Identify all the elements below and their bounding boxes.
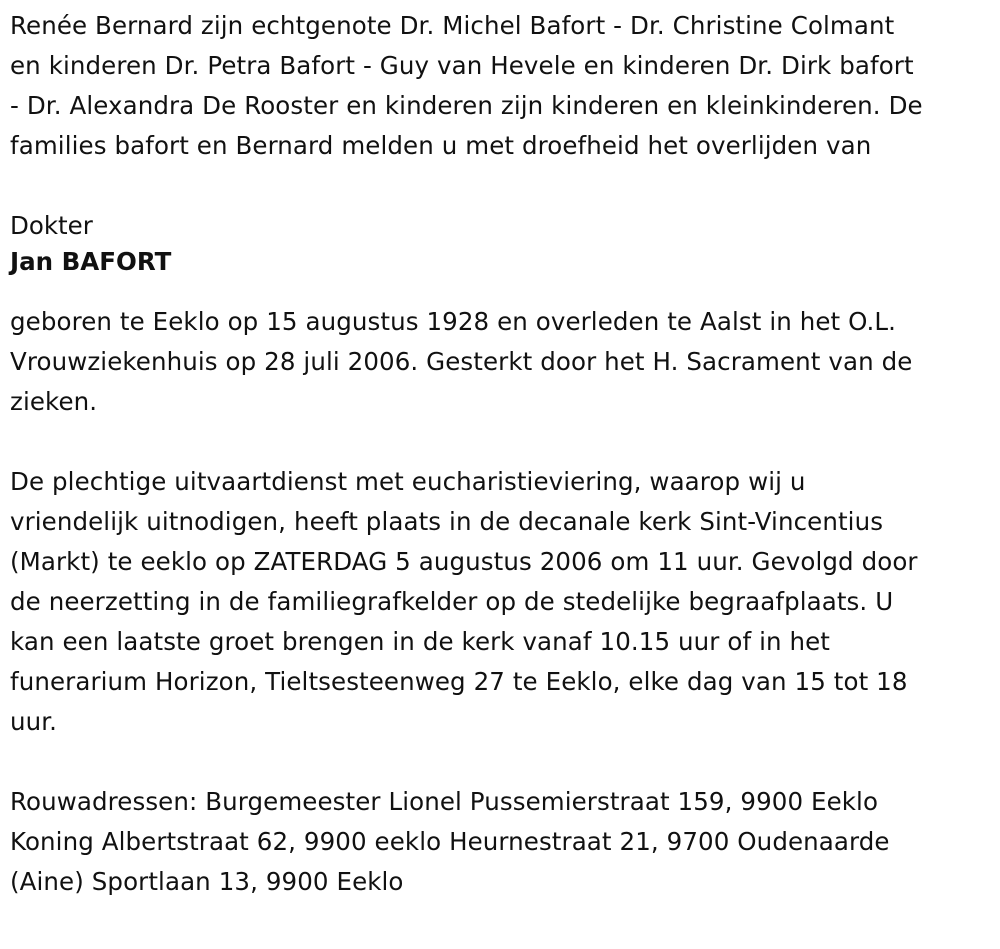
funeral-line: de neerzetting in de familiegrafkelder op de stedelijke begraafplaats. U [10, 587, 894, 616]
addresses-paragraph [10, 782, 995, 902]
blank-line [10, 166, 995, 206]
intro-line: - Dr. Alexandra De Rooster en kinderen zijn kinderen en kleinkinderen. De [10, 91, 923, 120]
address-line: (Aine) Sportlaan 13, 9900 Eeklo [10, 867, 404, 896]
birth-death-line: geboren te Eeklo op 15 augustus 1928 en overleden te Aalst in het O.L. [10, 307, 897, 336]
funeral-line: (Markt) te eeklo op ZATERDAG 5 augustus 2006 om 11 uur. Gevolgd door [10, 547, 918, 576]
blank-line [10, 742, 995, 782]
deceased-title: Dokter [10, 211, 93, 240]
obituary-document [10, 6, 995, 902]
funeral-paragraph [10, 462, 995, 742]
blank-line [10, 422, 995, 462]
birth-death-line: zieken. [10, 387, 98, 416]
funeral-line: kan een laatste groet brengen in de kerk vanaf 10.15 uur of in het [10, 627, 831, 656]
funeral-line: funerarium Horizon, Tieltsesteenweg 27 te Eeklo, elke dag van 15 tot 18 [10, 667, 908, 696]
intro-line: en kinderen Dr. Petra Bafort - Guy van Hevele en kinderen Dr. Dirk bafort [10, 51, 914, 80]
intro-line: families bafort en Bernard melden u met droefheid het overlijden van [10, 131, 872, 160]
deceased-name: Jan BAFORT [10, 247, 172, 276]
funeral-line: De plechtige uitvaartdienst met eucharistieviering, waarop wij u [10, 467, 806, 496]
intro-line: Renée Bernard zijn echtgenote Dr. Michel Bafort - Dr. Christine Colmant [10, 11, 895, 40]
funeral-line: uur. [10, 707, 58, 736]
funeral-line: vriendelijk uitnodigen, heeft plaats in de decanale kerk Sint-Vincentius [10, 507, 884, 536]
address-line: Rouwadressen: Burgemeester Lionel Pussemierstraat 159, 9900 Eeklo [10, 787, 879, 816]
birth-death-line: Vrouwziekenhuis op 28 juli 2006. Gesterkt door het H. Sacrament van de [10, 347, 913, 376]
birth-death-paragraph [10, 302, 995, 422]
intro-paragraph [10, 6, 995, 166]
address-line: Koning Albertstraat 62, 9900 eeklo Heurnestraat 21, 9700 Oudenaarde [10, 827, 890, 856]
